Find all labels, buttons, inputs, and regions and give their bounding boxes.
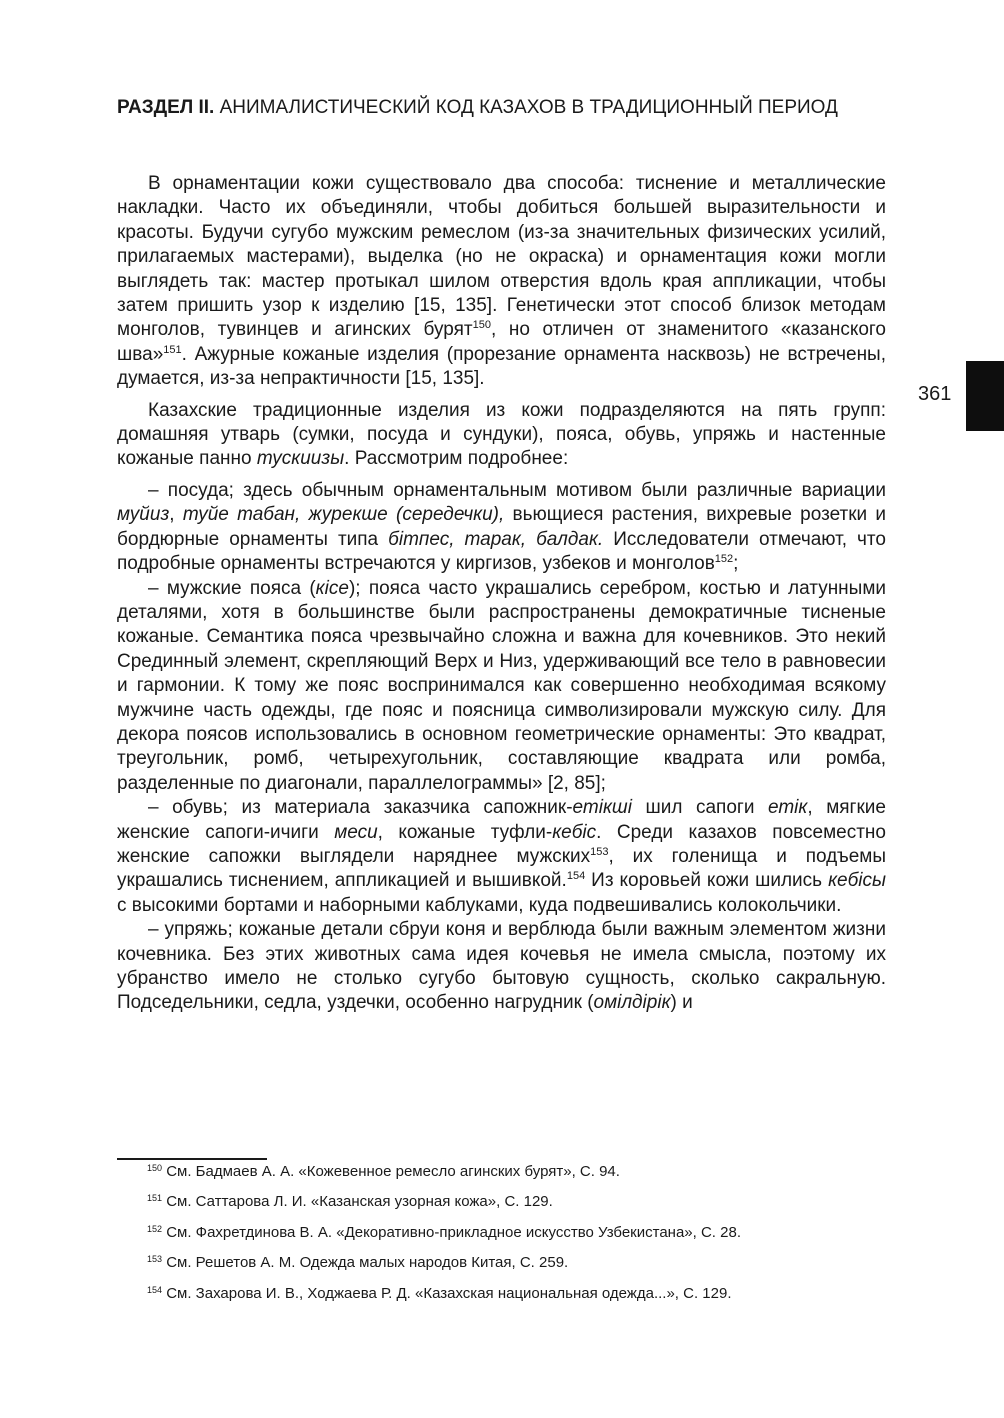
footnote-150: $^{150}$ См. Бадмаев А. А. «Кожевенное ремесло агинских бурят», С. 94. (147, 1163, 620, 1180)
body-text (117, 172, 886, 1016)
paragraph-leather-ornamentation: В орнаментации кожи существовало два способа: тиснение и металлические накладки. Часто их объединяли, чтобы добиться большей выразительности и красоты. Будучи сугубо мужским ремеслом (из-за значительных физических усилий, прилагаемых мастерами), выделка (но не окраска) и орнаментация кожи могли выглядеть так: мастер протыкал шилом отверстия вдоль края аппликации, чтобы затем пришить узор к изделию [15, 135]. Генетически этот способ близок методам монголов, тувинцев и агинских бурят$^{150}$, но отличен от знаменитого «казанского шва»$^{151}$. Ажурные кожаные изделия (прорезание орнамента насквозь) не встречены, думается, из-за непрактичности [15, 135]. (117, 173, 886, 390)
running-header (117, 95, 877, 121)
footnote-153: $^{153}$ См. Решетов А. М. Одежда малых народов Китая, С. 259. (147, 1254, 569, 1272)
footnote-154: $^{154}$ См. Захарова И. В., Ходжаева Р. Д. «Казахская национальная одежда...», С. 129. (147, 1284, 732, 1302)
footnote-ref-154[interactable]: 154 (566, 870, 586, 883)
paragraph-product-groups: Казахские традиционные изделия из кожи подразделяются на пять групп: домашняя утварь (сумки, посуда и сундуки), пояса, обувь, упряжь и настенные кожаные панно тускиизы. Рассмотрим подробнее: (117, 399, 886, 470)
footnote-152: $^{152}$ См. Фахретдинова В. А. «Декоративно-прикладное искусство Узбекистана», С. 28. (147, 1223, 741, 1241)
list-item-tableware: – посуда; здесь обычным орнаментальным мотивом были различные вариации муйиз, туйе табан, журекше (середечки), вьющиеся растения, вихревые розетки и бордюрные орнаменты типа бітпес, тарак, балдак. Исследователи отмечают, что подробные орнаменты встречаются у киргизов, узбеков и монголов$^{152}$; (117, 479, 886, 575)
list-item-harness: – упряжь; кожаные детали сбруи коня и верблюда были важным элементом жизни кочевника. Без этих животных сама идея кочевья не имела смысла, поэтому их убранство имело не столько сугубо бытовую сущность, сколько сакральную. Подседельники, седла, уздечки, особенно нагрудник (омілдірік) и (117, 919, 886, 1014)
thumb-index-tab (966, 361, 1004, 431)
footnote-ref-152[interactable]: 152 (714, 553, 734, 566)
footnote-151: $^{151}$ См. Саттарова Л. И. «Казанская узорная кожа», С. 129. (147, 1193, 553, 1211)
section-title: АНИМАЛИСТИЧЕСКИЙ КОД КАЗАХОВ В ТРАДИЦИОННЫЙ ПЕРИОД (219, 97, 838, 118)
list-item-footwear: – обувь; из материала заказчика сапожник-етікші шил сапоги етік, мягкие женские сапоги-ичиги меси, кожаные туфли-кебіс. Среди казахов повсеместно женские сапожки выглядели наряднее мужских$^{153}$, их голенища и подъемы украшались тиснением, аппликацией и вышивкой.$^{154}$ Из коровьей кожи шились кебісы с высокими бортами и наборными каблуками, куда подвешивались колокольчики. (117, 797, 886, 916)
list-item-belts: – мужские пояса (кісе); пояса часто украшались серебром, костью и латунными деталями, хотя в большинстве были распространены демократичные тисненые кожаные. Семантика пояса чрезвычайно сложна и важна для кочевников. Это некий Срединный элемент, скрепляющий Верх и Низ, удерживающий все тело в равновесии и гармонии. К тому же пояс воспринимался как совершенно необходимая всякому мужчине часть одежды, где пояс и поясница символизировали мужскую силу. Для декора поясов использовались в основном геометрические орнаменты: Это квадрат, треугольник, ромб, четырехугольник, составляющие квадрата или ромба, разделенные по диагонали, параллелограммы» [2, 85]; (117, 577, 887, 794)
footnote-ref-150[interactable]: 150 (472, 319, 491, 332)
footnote-ref-153[interactable]: 153 (590, 845, 609, 858)
section-label: РАЗДЕЛ II. (117, 97, 215, 118)
footnotes (147, 1160, 887, 1312)
page-number: 361 (918, 383, 952, 405)
footnote-ref-151[interactable]: 151 (163, 343, 182, 356)
